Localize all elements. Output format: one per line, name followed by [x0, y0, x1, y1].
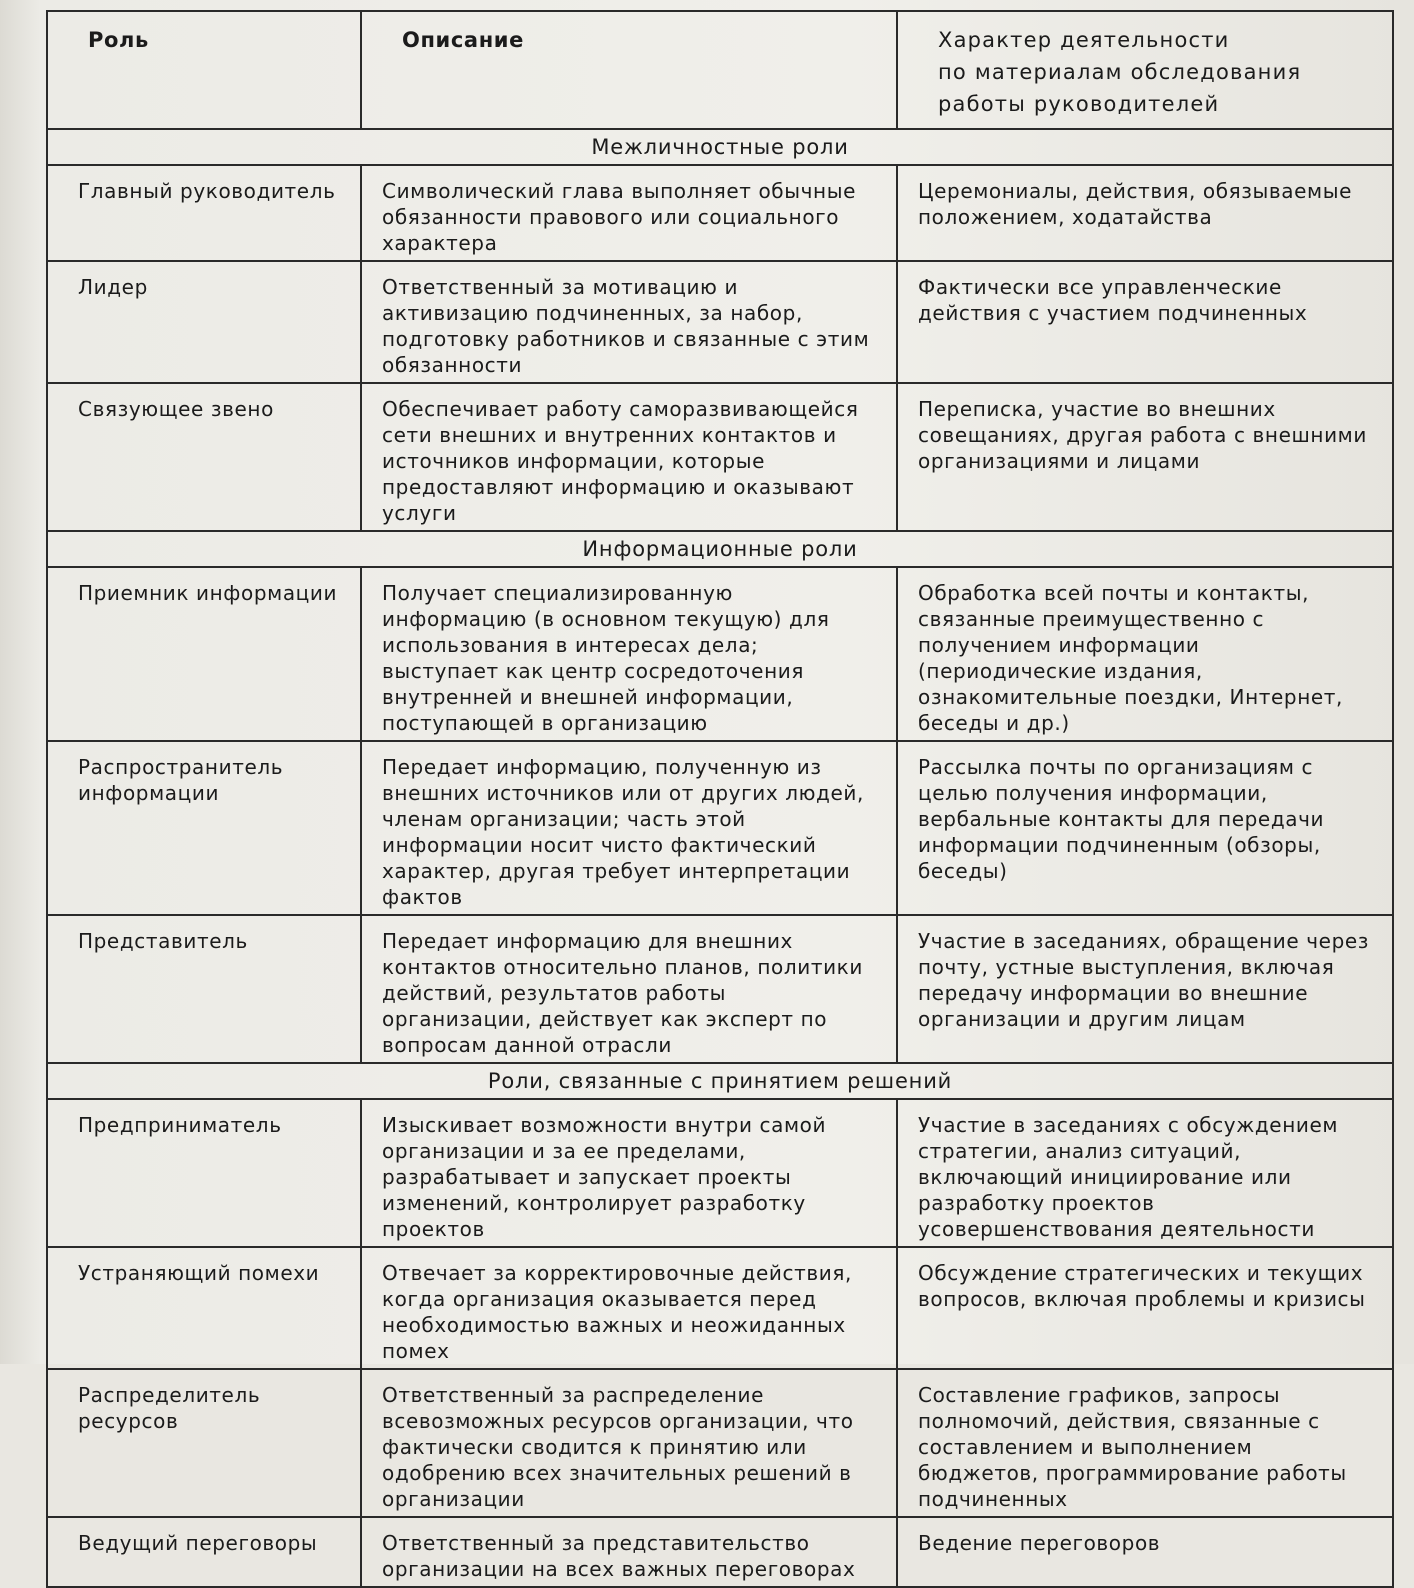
activity-cell: Фактически все управленческие действия с участием подчиненных [897, 261, 1393, 383]
role-cell: Устраняющий помехи [47, 1247, 361, 1369]
role-cell: Лидер [47, 261, 361, 383]
activity-cell: Участие в заседаниях с обсуждением стратегии, анализ ситуаций, включающий инициирование или разработку проектов усовершенствования деятельности [897, 1099, 1393, 1247]
section-row [47, 129, 1393, 165]
table-row [47, 1247, 1393, 1369]
header-role: Роль [47, 11, 361, 129]
section-row [47, 1063, 1393, 1099]
table-row [47, 383, 1393, 531]
table-row [47, 1099, 1393, 1247]
header-activity: Характер деятельности по материалам обследования работы руководителей [897, 11, 1393, 129]
header-description: Описание [361, 11, 897, 129]
table-row [47, 741, 1393, 915]
activity-cell: Обработка всей почты и контакты, связанные преимущественно с получением информации (периодические издания, ознакомительные поездки, Интернет, беседы и др.) [897, 567, 1393, 741]
table-header-row [47, 11, 1393, 129]
role-cell: Главный руководитель [47, 165, 361, 261]
activity-cell: Участие в заседаниях, обращение через почту, устные выступления, включая передачу информации во внешние организации и другим лицам [897, 915, 1393, 1063]
activity-cell: Переписка, участие во внешних совещаниях, другая работа с внешними организациями и лицами [897, 383, 1393, 531]
table-row [47, 915, 1393, 1063]
table-row [47, 1369, 1393, 1517]
role-cell: Распределитель ресурсов [47, 1369, 361, 1517]
role-cell: Представитель [47, 915, 361, 1063]
table-row [47, 1517, 1393, 1587]
activity-cell: Церемониалы, действия, обязываемые положением, ходатайства [897, 165, 1393, 261]
role-cell: Распространитель информации [47, 741, 361, 915]
description-cell: Изыскивает возможности внутри самой организации и за ее пределами, разрабатывает и запускает проекты изменений, контролирует разработку проектов [361, 1099, 897, 1247]
role-cell: Предприниматель [47, 1099, 361, 1247]
description-cell: Ответственный за представительство организации на всех важных переговорах [361, 1517, 897, 1587]
role-cell: Связующее звено [47, 383, 361, 531]
roles-table [46, 10, 1394, 1588]
section-row [47, 531, 1393, 567]
description-cell: Отвечает за корректировочные действия, когда организация оказывается перед необходимостью важных и неожиданных помех [361, 1247, 897, 1369]
activity-cell: Ведение переговоров [897, 1517, 1393, 1587]
description-cell: Обеспечивает работу саморазвивающейся сети внешних и внутренних контактов и источников информации, которые предоставляют информацию и оказывают услуги [361, 383, 897, 531]
description-cell: Получает специализированную информацию (в основном текущую) для использования в интересах дела; выступает как центр сосредоточения внутренней и внешней информации, поступающей в организацию [361, 567, 897, 741]
description-cell: Передает информацию для внешних контактов относительно планов, политики действий, результатов работы организации, действует как эксперт по вопросам данной отрасли [361, 915, 897, 1063]
activity-cell: Рассылка почты по организациям с целью получения информации, вербальные контакты для передачи информации подчиненным (обзоры, беседы) [897, 741, 1393, 915]
description-cell: Передает информацию, полученную из внешних источников или от других людей, членам организации; часть этой информации носит чисто фактический характер, другая требует интерпретации фактов [361, 741, 897, 915]
description-cell: Ответственный за мотивацию и активизацию подчиненных, за набор, подготовку работников и связанные с этим обязанности [361, 261, 897, 383]
table-row [47, 261, 1393, 383]
role-cell: Ведущий переговоры [47, 1517, 361, 1587]
table-row [47, 165, 1393, 261]
role-cell: Приемник информации [47, 567, 361, 741]
section-title: Роли, связанные с принятием решений [47, 1063, 1393, 1099]
activity-cell: Обсуждение стратегических и текущих вопросов, включая проблемы и кризисы [897, 1247, 1393, 1369]
table-row [47, 567, 1393, 741]
activity-cell: Составление графиков, запросы полномочий, действия, связанные с составлением и выполнением бюджетов, программирование работы подчиненных [897, 1369, 1393, 1517]
description-cell: Ответственный за распределение всевозможных ресурсов организации, что фактически сводится к принятию или одобрению всех значительных решений в организации [361, 1369, 897, 1517]
section-title: Информационные роли [47, 531, 1393, 567]
description-cell: Символический глава выполняет обычные обязанности правового или социального характера [361, 165, 897, 261]
section-title: Межличностные роли [47, 129, 1393, 165]
